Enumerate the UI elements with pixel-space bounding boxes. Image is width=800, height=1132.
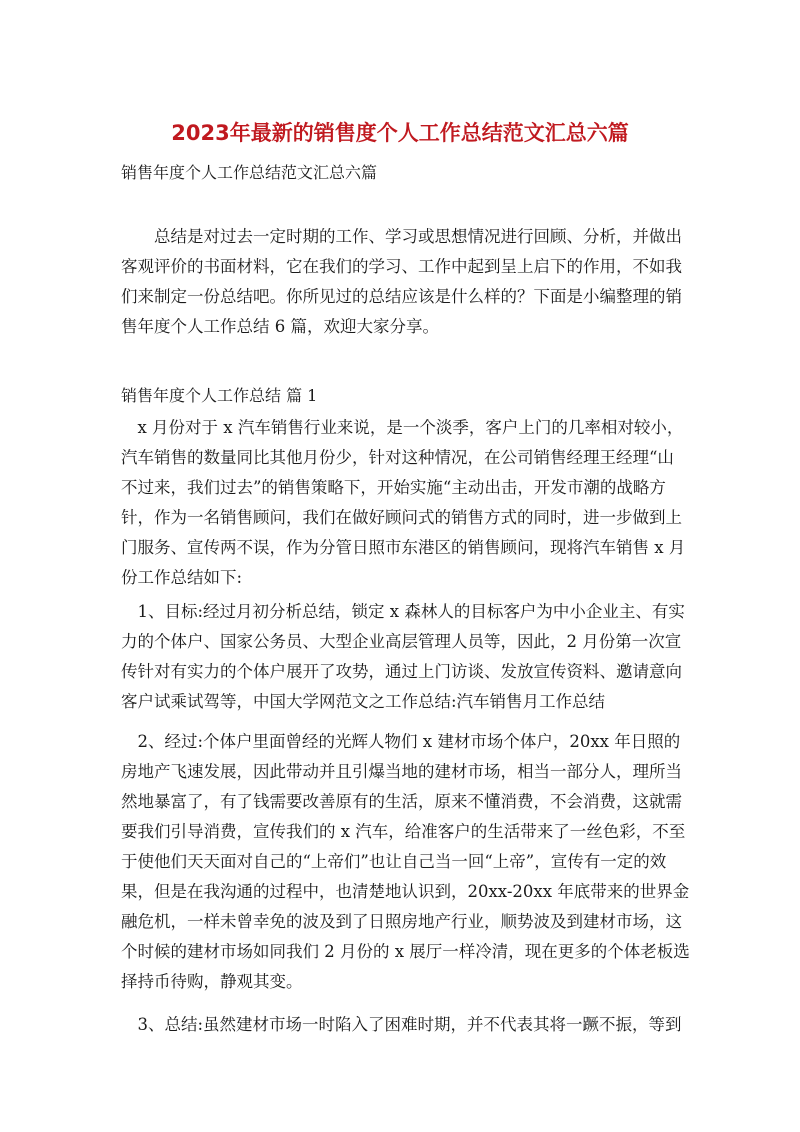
intro-line: 总结是对过去一定时期的工作、学习或思想情况进行回顾、分析，并做出 [121, 227, 682, 246]
paragraph-line: 力的个体户、国家公务员、大型企业高层管理人员等，因此，2 月份第一次宣 [121, 632, 682, 651]
document-title: 2023年最新的销售度个人工作总结范文汇总六篇 [171, 121, 629, 145]
paragraph-line: 不过来，我们过去”的销售策略下，开始实施“主动出击，开发市潮的战略方 [121, 478, 666, 497]
document-subtitle: 销售年度个人工作总结范文汇总六篇 [121, 163, 378, 182]
paragraph-line: x 月份对于 x 汽车销售行业来说，是一个淡季，客户上门的几率相对较小， [121, 418, 684, 437]
paragraph-line: 传针对有实力的个体户展开了攻势，通过上门访谈、发放宣传资料、邀请意向 [121, 662, 682, 681]
section-heading: 销售年度个人工作总结 篇 1 [121, 386, 318, 405]
paragraph-line: 要我们引导消费，宣传我们的 x 汽车，给准客户的生活带来了一丝色彩，不至 [121, 822, 686, 841]
intro-line: 们来制定一份总结吧。你所见过的总结应该是什么样的？下面是小编整理的销 [121, 287, 682, 306]
paragraph-line: 融危机，一样未曾幸免的波及到了日照房地产行业，顺势波及到建材市场，这 [121, 912, 682, 931]
paragraph-line: 房地产飞速发展，因此带动并且引爆当地的建材市场，相当一部分人，理所当 [121, 762, 682, 781]
paragraph-3 [121, 727, 690, 997]
paragraph-line: 针，作为一名销售顾问，我们在做好顾问式的销售方式的同时，进一步做到上 [121, 508, 682, 527]
paragraph-line: 择持币待购，静观其变。 [121, 972, 303, 991]
paragraph-line: 然地暴富了，有了钱需要改善原有的生活，原来不懂消费，不会消费，这就需 [121, 792, 682, 811]
paragraph-line: 份工作总结如下: [121, 568, 243, 587]
paragraph-line: 3、总结:虽然建材市场一时陷入了困难时期，并不代表其将一蹶不振，等到 [121, 1015, 682, 1034]
paragraph-line: 汽车销售的数量同比其他月份少，针对这种情况，在公司销售经理王经理“山 [121, 448, 674, 467]
paragraph-line: 客户试乘试驾等，中国大学网范文之工作总结:汽车销售月工作总结 [121, 692, 606, 711]
paragraph-2 [121, 597, 685, 717]
paragraph-line: 果，但是在我沟通的过程中，也清楚地认识到，20xx-20xx 年底带来的世界金 [121, 882, 690, 901]
intro-line: 客观评价的书面材料，它在我们的学习、工作中起到呈上启下的作用，不如我 [121, 257, 682, 276]
paragraph-1 [121, 413, 685, 593]
intro-paragraph [121, 222, 685, 342]
intro-line: 售年度个人工作总结 6 篇，欢迎大家分享。 [121, 317, 439, 336]
paragraph-line: 门服务、宣传两不误，作为分管日照市东港区的销售顾问，现将汽车销售 x 月 [121, 538, 686, 557]
paragraph-4 [121, 1010, 685, 1040]
paragraph-line: 个时候的建材市场如同我们 2 月份的 x 展厅一样冷清，现在更多的个体老板选 [121, 942, 690, 961]
paragraph-line: 1、目标:经过月初分析总结，锁定 x 森林人的目标客户为中小企业主、有实 [121, 602, 685, 621]
paragraph-line: 于使他们天天面对自己的“上帝们”也让自己当一回“上帝”，宣传有一定的效 [121, 852, 667, 871]
paragraph-line: 2、经过:个体户里面曾经的光辉人物们 x 建材市场个体户，20xx 年日照的 [121, 732, 681, 751]
